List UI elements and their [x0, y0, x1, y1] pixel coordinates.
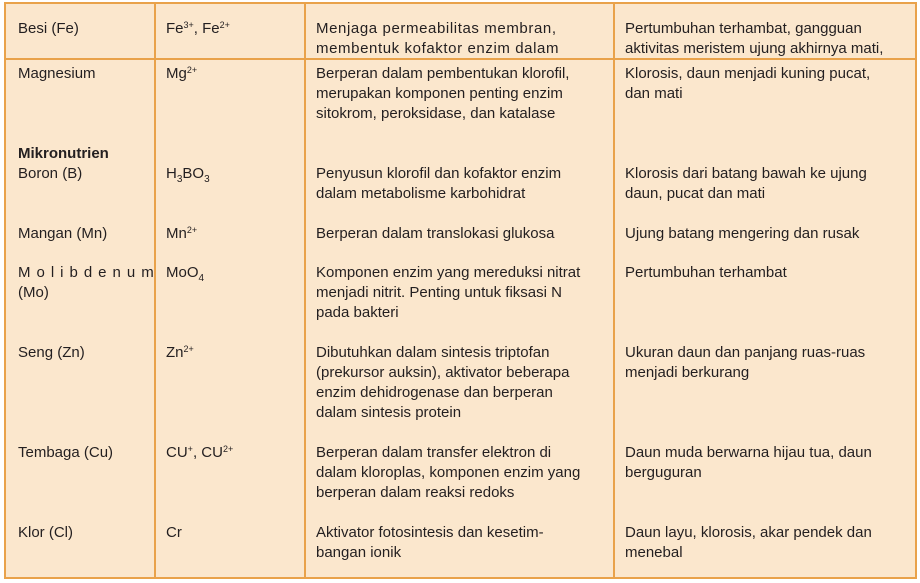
ion-formula — [166, 64, 197, 84]
ion-base: Zn — [166, 344, 184, 361]
element-name: Tembaga (Cu) — [18, 444, 114, 461]
ion-charge: + — [187, 444, 193, 454]
ion-subscript: 3 — [176, 174, 183, 185]
function-line: enzim dehidrogenase dan berperan — [316, 384, 553, 401]
function-line: menjadi nitrit. Penting untuk fiksasi N — [316, 284, 562, 301]
ion-base: Fe — [202, 20, 220, 37]
ion-subscript: 4 — [198, 273, 205, 284]
function-line: Berperan dalam pembentukan klorofil, — [316, 65, 570, 82]
deficiency-line: daun, pucat dan mati — [625, 185, 766, 202]
ion-formula — [166, 343, 194, 363]
ion-form-cell — [166, 523, 182, 543]
function-line: Komponen enzim yang mereduksi nitrat — [316, 264, 581, 281]
deficiency-line: aktivitas meristem ujung akhirnya mati, — [625, 40, 884, 57]
ion-formula — [166, 19, 230, 39]
deficiency-line: Ukuran daun dan panjang ruas-ruas — [625, 344, 866, 361]
ion-base: Fe — [166, 20, 184, 37]
function-cell — [316, 64, 569, 124]
function-cell — [316, 343, 569, 423]
element-name-cell — [18, 224, 107, 244]
function-line: dalam metabolisme karbohidrat — [316, 185, 526, 202]
deficiency-line: Ujung batang mengering dan rusak — [625, 225, 860, 242]
function-line: Berperan dalam transfer elektron di — [316, 444, 552, 461]
ion-formula — [166, 224, 197, 244]
function-line: bangan ionik — [316, 544, 402, 561]
function-line: berperan dalam reaksi redoks — [316, 484, 515, 501]
ion-charge: 2+ — [219, 20, 230, 30]
element-name-cell — [18, 19, 79, 39]
element-name-cell — [18, 64, 96, 84]
ion-separator: , — [192, 444, 202, 461]
ion-base: Mn — [166, 225, 187, 242]
function-cell — [316, 443, 580, 503]
function-cell — [316, 263, 580, 323]
function-line: dalam kloroplas, komponen enzim yang — [316, 464, 581, 481]
ion-base: MoO — [166, 264, 199, 281]
deficiency-line: dan mati — [625, 85, 683, 102]
function-line: Dibutuhkan dalam sintesis triptofan — [316, 344, 550, 361]
ion-base: H — [166, 165, 177, 182]
element-name: Molibdenum — [18, 264, 160, 281]
ion-charge: 2+ — [222, 444, 234, 454]
deficiency-cell — [625, 224, 859, 244]
element-name: Magnesium — [18, 65, 96, 82]
deficiency-cell — [625, 64, 870, 104]
deficiency-line: menjadi berkurang — [625, 364, 750, 381]
element-name: Mangan (Mn) — [18, 225, 108, 242]
section-heading: Mikronutrien — [18, 145, 109, 162]
ion-form-cell — [166, 19, 230, 39]
ion-base: Cr — [166, 524, 182, 541]
ion-base: Mg — [166, 65, 187, 82]
deficiency-cell — [625, 343, 865, 383]
ion-formula — [166, 523, 182, 543]
deficiency-line: Klorosis, daun menjadi kuning pucat, — [625, 65, 871, 82]
deficiency-line: Klorosis dari batang bawah ke ujung — [625, 165, 867, 182]
deficiency-cell — [625, 523, 872, 563]
element-name-cell — [18, 144, 109, 184]
ion-charge: 2+ — [183, 344, 194, 354]
ion-form-cell — [166, 263, 204, 283]
ion-base: CU — [201, 444, 223, 461]
function-line: Menjaga permeabilitas membran, — [316, 20, 557, 37]
ion-formula — [166, 164, 210, 184]
function-line: pada bakteri — [316, 304, 399, 321]
function-line: Aktivator fotosintesis dan kesetim- — [316, 524, 544, 541]
function-line: (prekursor auksin), aktivator beberapa — [316, 364, 570, 381]
element-name: (Mo) — [18, 284, 49, 301]
function-cell — [316, 523, 544, 563]
deficiency-cell — [625, 443, 872, 483]
ion-form-cell — [166, 164, 210, 184]
function-line: membentuk kofaktor enzim dalam — [316, 40, 560, 57]
ion-formula — [166, 443, 233, 463]
function-cell — [316, 224, 554, 244]
deficiency-line: Daun muda berwarna hijau tua, daun — [625, 444, 872, 461]
element-name: Klor (Cl) — [18, 524, 73, 541]
nutrient-table — [4, 2, 917, 579]
element-name-cell — [18, 523, 73, 543]
function-line: merupakan komponen penting enzim — [316, 85, 563, 102]
deficiency-line: Pertumbuhan terhambat, gangguan — [625, 20, 862, 37]
ion-charge: 3+ — [183, 20, 194, 30]
function-cell — [316, 19, 559, 59]
column-divider — [613, 4, 615, 577]
deficiency-cell — [625, 19, 883, 59]
ion-charge: 2+ — [186, 65, 198, 75]
ion-form-cell — [166, 224, 197, 244]
function-line: sitokrom, peroksidase, dan katalase — [316, 105, 556, 122]
function-line: dalam sintesis protein — [316, 404, 462, 421]
ion-form-cell — [166, 64, 197, 84]
ion-formula — [166, 263, 204, 283]
deficiency-line: Pertumbuhan terhambat — [625, 264, 787, 281]
ion-form-cell — [166, 443, 233, 463]
function-line: Penyusun klorofil dan kofaktor enzim — [316, 165, 562, 182]
function-cell — [316, 164, 561, 204]
element-name-cell — [18, 443, 113, 463]
column-divider — [304, 4, 306, 577]
ion-charge: 2+ — [186, 225, 198, 235]
element-name-cell — [18, 343, 85, 363]
element-name: Besi (Fe) — [18, 20, 79, 37]
element-name-cell — [18, 263, 160, 303]
element-name: Seng (Zn) — [18, 344, 85, 361]
ion-subscript: 3 — [204, 174, 210, 185]
ion-form-cell — [166, 343, 194, 363]
deficiency-cell — [625, 164, 867, 204]
deficiency-line: berguguran — [625, 464, 702, 481]
function-line: Berperan dalam translokasi glukosa — [316, 225, 555, 242]
ion-separator: , — [193, 20, 203, 37]
deficiency-line: menebal — [625, 544, 683, 561]
ion-base: BO — [182, 165, 205, 182]
deficiency-line: Daun layu, klorosis, akar pendek dan — [625, 524, 872, 541]
element-name: Boron (B) — [18, 165, 83, 182]
deficiency-cell — [625, 263, 787, 283]
ion-base: CU — [166, 444, 188, 461]
